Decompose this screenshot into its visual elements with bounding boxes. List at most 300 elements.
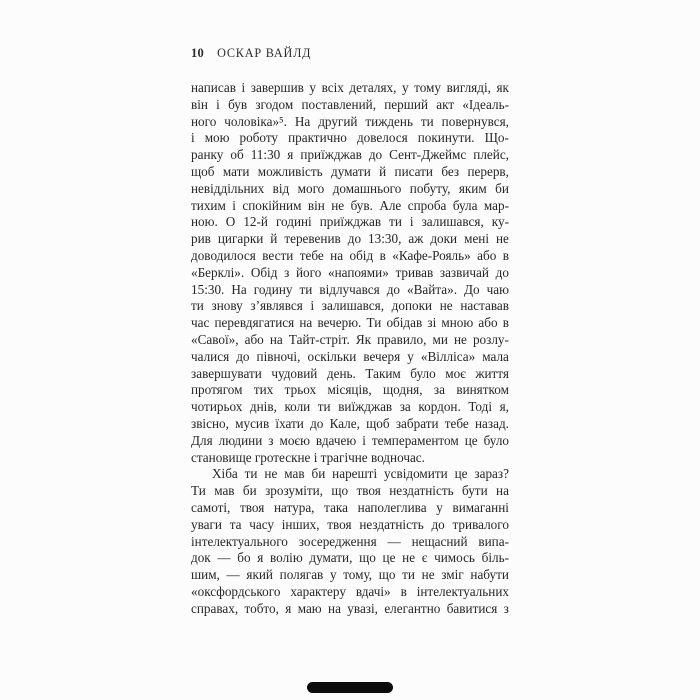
word: є (421, 550, 428, 566)
word: яким (458, 180, 487, 196)
word: тобто, (244, 600, 279, 616)
text-line (191, 382, 509, 399)
text-line (191, 433, 509, 450)
word: їхати (275, 415, 304, 431)
page-body (191, 80, 509, 618)
word: невіддільних (191, 180, 265, 196)
text-line (191, 315, 509, 332)
word: тебе (444, 415, 469, 431)
word: 12-й (243, 214, 268, 230)
word: доки (430, 231, 458, 247)
word: вечерю. (317, 315, 362, 331)
word: елегантно (384, 600, 441, 616)
word: чудовий (271, 365, 318, 381)
word: полягав (279, 567, 324, 583)
text-line (191, 483, 509, 500)
word: всіх (321, 80, 344, 95)
word: нещасний (411, 533, 468, 549)
word: з (284, 264, 290, 280)
word: розлу- (472, 331, 509, 347)
word: до (386, 281, 401, 297)
word: не (453, 331, 467, 347)
word: доводилося (191, 247, 256, 263)
word: усвідомити (384, 466, 448, 482)
word: була (452, 197, 478, 213)
word: «Вайта». (407, 281, 457, 297)
word: днів, (249, 399, 277, 415)
word: він (191, 96, 208, 112)
word: він (307, 197, 325, 213)
word: Ти (366, 315, 382, 331)
text-line (191, 130, 509, 147)
word: тиждень (365, 113, 413, 129)
word: і (362, 432, 366, 448)
word: тому (414, 80, 441, 95)
word: зосередження (298, 533, 377, 549)
word: Але (379, 197, 402, 213)
word: перерв, (467, 163, 509, 179)
word: приїжджав (319, 214, 382, 230)
word: часу (249, 516, 274, 532)
word: назад. (474, 415, 509, 431)
word: було (410, 365, 436, 381)
word: — (387, 533, 401, 549)
word: би (311, 466, 326, 482)
text-line (191, 349, 509, 366)
word: вдачі» (355, 583, 391, 599)
word: цигарки (217, 231, 264, 247)
word: з’являвся (250, 298, 303, 314)
word: побуту, (409, 180, 451, 196)
word: який (246, 567, 273, 583)
word: мати (222, 163, 250, 179)
word: не (402, 550, 416, 566)
text-line (191, 114, 509, 131)
word: док (191, 550, 211, 566)
word: від (272, 180, 290, 196)
word: мар- (483, 197, 509, 213)
word: обідав (386, 315, 423, 331)
word: думати (331, 163, 371, 179)
word: або (478, 315, 498, 331)
word: до (347, 231, 362, 247)
word: не (331, 197, 345, 213)
word: за (399, 399, 411, 415)
text-line (191, 550, 509, 567)
text-line (191, 164, 509, 181)
word: мав (284, 466, 305, 482)
word: протягом (191, 382, 243, 398)
word: вечеря (363, 348, 401, 364)
word: тебе (299, 247, 324, 263)
text-line (191, 298, 509, 315)
word: деталях, (349, 80, 397, 95)
word: щоб (191, 163, 215, 179)
word: спокійним (242, 197, 302, 213)
word: аж (408, 231, 424, 247)
word: ти (317, 399, 331, 415)
word: завершив (250, 80, 304, 95)
text-line (191, 198, 509, 215)
word: зазвичай (439, 264, 489, 280)
word: випа- (478, 533, 509, 549)
word: ти (420, 113, 434, 129)
word: мав (214, 483, 235, 499)
word: акт (436, 96, 455, 112)
word: ку- (491, 214, 509, 230)
word: нездатність (359, 516, 424, 532)
word: би (495, 180, 509, 196)
word: знову (211, 298, 243, 314)
word: чаю (486, 281, 509, 297)
word: нездатність (389, 483, 454, 499)
word: не (496, 231, 509, 247)
word: «напоями» (328, 264, 389, 280)
word: Сент-Джеймс (389, 147, 467, 163)
word: би (242, 483, 257, 499)
word: людини (218, 432, 263, 448)
word: ти (299, 281, 313, 297)
word: або (244, 331, 264, 347)
word: зараз? (474, 466, 509, 482)
word: годині (275, 214, 312, 230)
word: писати (394, 163, 433, 179)
word: вимаганні (452, 499, 509, 515)
word: та (229, 516, 242, 532)
word: без (441, 163, 460, 179)
word: у (329, 567, 337, 583)
word: повернувся, (441, 113, 509, 129)
word: правило, (377, 331, 427, 347)
word: твоя (240, 499, 265, 515)
word: винятком (456, 382, 509, 398)
word: тому, (343, 567, 373, 583)
page-number: 10 (191, 46, 205, 60)
word: і (241, 80, 246, 95)
text-line (191, 399, 509, 416)
word: в (379, 247, 386, 263)
word: самоті, (191, 499, 231, 515)
word: Ти (191, 483, 206, 499)
word: поставлений, (301, 96, 377, 112)
word: перший (384, 96, 429, 112)
word: годину (253, 281, 293, 297)
word: я, (499, 399, 509, 415)
word: наполеглива (357, 499, 427, 515)
word: О (225, 214, 236, 230)
word: бути (462, 483, 488, 499)
word: на (269, 331, 283, 347)
word: що (331, 483, 349, 499)
word: інтелектуального (191, 533, 288, 549)
text-line (191, 265, 509, 282)
word: оскільки (307, 348, 357, 364)
word: я (285, 600, 292, 616)
word: тих (253, 382, 274, 398)
paragraph (191, 80, 509, 466)
word: зі (427, 315, 437, 331)
word: «оксфордського (191, 583, 281, 599)
word: до (368, 147, 383, 163)
word: зрозуміти, (265, 483, 323, 499)
word: й (270, 231, 278, 247)
word: трьох (284, 382, 317, 398)
word: це (382, 550, 396, 566)
word: моє (445, 365, 466, 381)
word: «Кафе-Рояль» (392, 247, 471, 263)
word: 13:30, (368, 231, 402, 247)
word: вдачею (315, 432, 357, 448)
word: мусив (235, 415, 270, 431)
word: увазі, (347, 600, 378, 616)
word: обід (349, 247, 374, 263)
word: на (299, 315, 313, 331)
text-line (191, 584, 509, 601)
word: щоб (366, 415, 390, 431)
word: Кале, (329, 415, 360, 431)
word: з (268, 432, 274, 448)
text-line (191, 332, 509, 349)
text-line (191, 517, 509, 534)
word: «Савої», (191, 331, 239, 347)
word: згодом (255, 96, 294, 112)
word: і (310, 298, 315, 314)
word: мені (464, 231, 490, 247)
word: 11:30 (250, 147, 281, 163)
word: Хіба (212, 466, 238, 482)
word: ранку (191, 147, 224, 163)
word: вигляді, (446, 80, 491, 95)
word: темпераментом (371, 432, 459, 448)
word: можливість (257, 163, 323, 179)
word: це (464, 432, 478, 448)
word: «Ідеаль- (462, 96, 509, 112)
word: На (231, 281, 247, 297)
word: «Вілліса» (420, 348, 476, 364)
word: — (226, 567, 240, 583)
word: не (264, 466, 278, 482)
word: чоловіка»⁵. (224, 113, 287, 129)
word: На (294, 113, 311, 129)
paragraph (191, 466, 509, 617)
word: твоя (356, 483, 381, 499)
word: як (496, 80, 509, 95)
word: — (217, 550, 231, 566)
word: у (436, 499, 443, 515)
text-line (191, 567, 509, 584)
word: було (483, 432, 509, 448)
text-line (191, 214, 509, 231)
word: чимось (434, 550, 475, 566)
word: другий (318, 113, 358, 129)
word: маю (297, 600, 322, 616)
word: думати, (309, 550, 353, 566)
word: я (287, 147, 294, 163)
text-line (191, 181, 509, 198)
word: не (439, 298, 453, 314)
word: об (230, 147, 244, 163)
word: забрати (395, 415, 439, 431)
word: й (379, 163, 387, 179)
word: нарешті (332, 466, 378, 482)
word: справах, (191, 600, 239, 616)
text-line (191, 366, 509, 383)
word: тривалого (452, 516, 509, 532)
word: або (477, 247, 497, 263)
word: ти (389, 214, 402, 230)
running-title: ОСКАР ВАЙЛД (217, 46, 312, 60)
word: з (503, 600, 509, 616)
word: інших, (281, 516, 320, 532)
word: тихим (191, 197, 226, 213)
book-page (191, 0, 509, 618)
word: така (324, 499, 348, 515)
word: тривав (395, 264, 434, 280)
text-line: становище гротескне і трагічне водночас. (191, 449, 425, 465)
word: бавитися (446, 600, 498, 616)
word: наставав (460, 298, 509, 314)
word: волію (270, 550, 303, 566)
word: теревенив (284, 231, 341, 247)
word: «Берклі». (191, 264, 245, 280)
word: у (309, 80, 317, 95)
word: на (330, 247, 344, 263)
word: Таким (365, 365, 401, 381)
word: уваги (191, 516, 222, 532)
word: приїжджав (300, 147, 362, 163)
word: твоя (327, 516, 352, 532)
word: ного (191, 113, 217, 129)
word: характеру (290, 583, 346, 599)
word: відлучався (319, 281, 380, 297)
word: До (464, 281, 480, 297)
text-line (191, 500, 509, 517)
word: щодня, (383, 382, 423, 398)
word: довелося (356, 130, 408, 146)
word: коли (284, 399, 311, 415)
word: Тайт-стріт. (288, 331, 350, 347)
word: в (502, 315, 509, 331)
word: завершувати (191, 365, 262, 381)
word: Обід (250, 264, 278, 280)
text-line (191, 147, 509, 164)
word: час (191, 315, 210, 331)
home-indicator[interactable] (307, 682, 393, 693)
word: ти (191, 298, 204, 314)
word: за (433, 382, 445, 398)
word: ми (432, 331, 448, 347)
word: практично (288, 130, 347, 146)
text-line (191, 466, 509, 483)
text-line (191, 601, 509, 618)
word: написав (191, 80, 236, 95)
word: в (400, 583, 407, 599)
word: у (401, 80, 409, 95)
word: інтелектуальних (416, 583, 509, 599)
word: і (191, 130, 195, 146)
word: Для (191, 432, 213, 448)
word: Тоді (468, 399, 492, 415)
word: життя (475, 365, 509, 381)
word: мого (297, 180, 325, 196)
word: до (236, 348, 250, 364)
word: і (409, 214, 414, 230)
word: півночі, (256, 348, 301, 364)
word: покинути. (417, 130, 475, 146)
word: вести (262, 247, 294, 263)
word: домашнього (332, 180, 402, 196)
word: кордон. (418, 399, 461, 415)
word: зміг (441, 567, 464, 583)
word: моєю (279, 432, 310, 448)
text-line (191, 248, 509, 265)
word: спроба (407, 197, 447, 213)
word: не (421, 567, 435, 583)
word: до (495, 264, 509, 280)
text-line (191, 282, 509, 299)
word: звісно, (191, 415, 229, 431)
word: я (257, 550, 264, 566)
word: чалися (191, 348, 230, 364)
word: натура, (273, 499, 315, 515)
text-line (191, 80, 509, 97)
word: допоки (391, 298, 433, 314)
word: ти (244, 466, 258, 482)
text-line (191, 534, 509, 551)
word: перевдягатися (214, 315, 295, 331)
word: його (296, 264, 322, 280)
word: і (232, 197, 236, 213)
word: бо (237, 550, 251, 566)
word: і (216, 96, 220, 112)
text-line (191, 97, 509, 114)
word: ти (402, 567, 415, 583)
word: на (496, 483, 509, 499)
word: чотирьох (191, 399, 243, 415)
word: у (407, 348, 414, 364)
word: ною. (191, 214, 218, 230)
text-line (191, 416, 509, 433)
text-line (191, 231, 509, 248)
word: Що- (484, 130, 509, 146)
word: мала (482, 348, 509, 364)
word: шим, (191, 567, 220, 583)
word: рив (191, 231, 211, 247)
word: плейс, (473, 147, 509, 163)
word: 15:30. (191, 281, 225, 297)
word: день. (326, 365, 356, 381)
word: виїжджав (338, 399, 393, 415)
word: до (310, 415, 324, 431)
running-header (191, 46, 509, 61)
word: мною (441, 315, 474, 331)
word: до (431, 516, 445, 532)
word: Як (355, 331, 372, 347)
word: набути (470, 567, 509, 583)
word: на (328, 600, 341, 616)
word: залишався, (421, 214, 484, 230)
word: роботу (239, 130, 279, 146)
word: залишався, (321, 298, 384, 314)
word: це (454, 466, 468, 482)
word: що (359, 550, 376, 566)
word: біль- (481, 550, 509, 566)
word: був. (350, 197, 373, 213)
word: в (502, 247, 509, 263)
word: був (228, 96, 248, 112)
word: що (378, 567, 396, 583)
word: місяців, (327, 382, 372, 398)
